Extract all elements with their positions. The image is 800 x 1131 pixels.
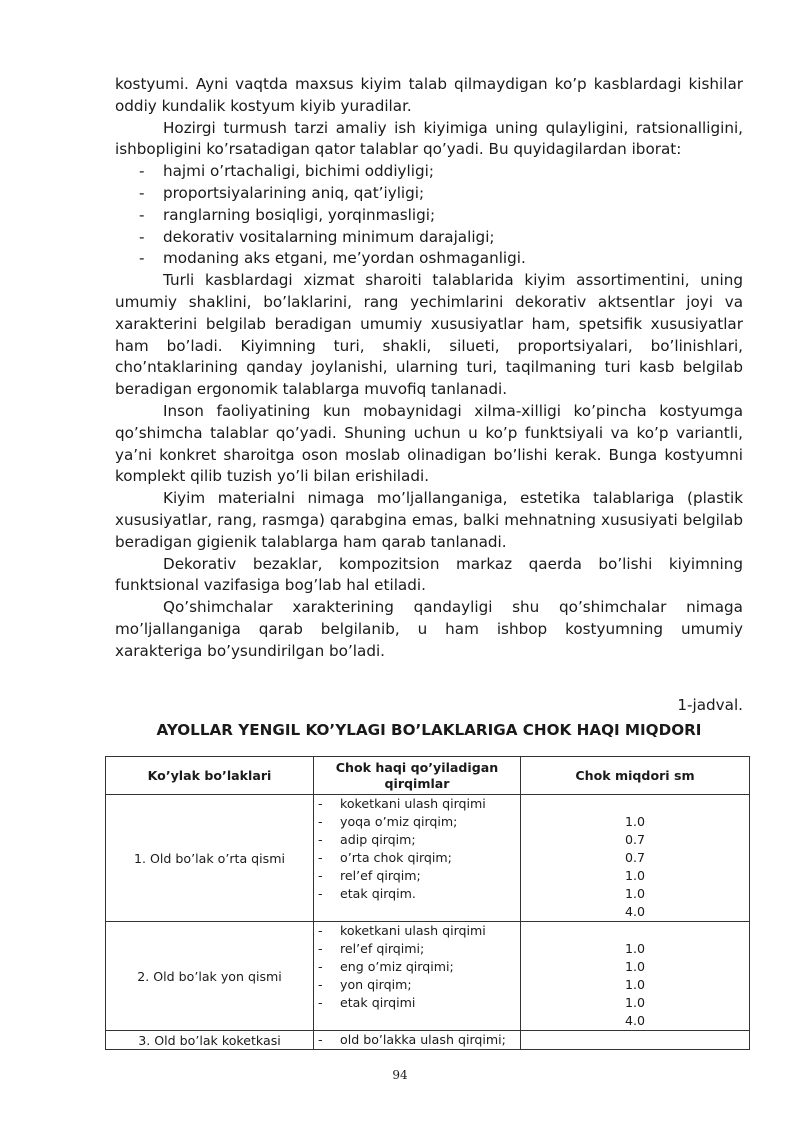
amount-value: 1.0: [624, 977, 646, 992]
list-item: - proportsiyalarining aniq, qat’iyligi;: [139, 183, 425, 202]
page-number: 94: [392, 1068, 408, 1082]
amount-value: 1.0: [624, 886, 646, 901]
amount-value: 0.7: [624, 832, 646, 847]
amount-value: 1.0: [624, 814, 646, 829]
paragraph: Qo’shimchalar xarakterining qandayligi shu qo’shimchalar nimaga mo’ljallanganiga qarab belgilanib, u ham ishbop kostyumning umumiy xarakteriga bo’ysundirilgan bo’ladi.: [115, 598, 743, 660]
table-number: 1-jadval.: [677, 695, 743, 714]
cut-item: - old bo’lakka ulash qirqimi;: [318, 1032, 506, 1047]
amount-cell: [521, 922, 750, 1031]
cut-item: - adip qirqim;: [318, 832, 416, 847]
amount-value: 1.0: [624, 941, 646, 956]
list-item: - modaning aks etgani, me’yordan oshmaganligi.: [139, 249, 526, 268]
column-header: Chok miqdori sm: [521, 757, 750, 795]
list-item: - hajmi o’rtachaligi, bichimi oddiyligi;: [139, 162, 434, 181]
cut-item: - etak qirqimi: [318, 995, 416, 1010]
cut-item: - o’rta chok qirqim;: [318, 850, 452, 865]
table-row: [106, 1031, 750, 1050]
cut-item: - koketkani ulash qirqimi: [318, 796, 486, 811]
paragraph: Dekorativ bezaklar, kompozitsion markaz qaerda bo’lishi kiyimning funktsional vazifasiga bog’lab hal etiladi.: [115, 554, 743, 595]
cut-item: - eng o’miz qirqimi;: [318, 959, 454, 974]
table-row: [106, 795, 750, 922]
cut-item: - koketkani ulash qirqimi: [318, 923, 486, 938]
column-header: Chok haqi qo’yiladigan qirqimlar: [314, 757, 521, 795]
paragraph: kostyumi. Ayni vaqtda maxsus kiyim talab qilmaydigan ko’p kasblardagi kishilar oddiy kundalik kostyum kiyib yuradilar.: [115, 75, 743, 115]
requirements-list: [115, 161, 743, 270]
amount-value: 1.0: [624, 959, 646, 974]
cut-item: - yoqa o’miz qirqim;: [318, 814, 458, 829]
list-item: - ranglarning bosiqligi, yorqinmasligi;: [139, 205, 436, 224]
cut-item: - rel’ef qirqimi;: [318, 941, 425, 956]
list-item: - dekorativ vositalarning minimum darajaligi;: [139, 227, 495, 246]
cut-item: - yon qirqim;: [318, 977, 412, 992]
cuts-cell: [314, 1031, 521, 1050]
cuts-cell: [314, 795, 521, 922]
amount-value: 0.7: [624, 850, 646, 865]
column-header: Ko’ylak bo’laklari: [106, 757, 314, 795]
part-cell: 1. Old bo’lak o’rta qismi: [106, 795, 314, 922]
cut-item: - rel’ef qirqim;: [318, 868, 421, 883]
cuts-cell: [314, 922, 521, 1031]
amount-cell: [521, 1031, 750, 1050]
paragraph: Inson faoliyatining kun mobaynidagi xilma-xilligi ko’pincha kostyumga qo’shimcha talablar qo’yadi. Shuning uchun u ko’p funktsiyali va ko’p variantli, ya’ni konkret sharoitga oson moslab olinadigan bo’lishi kerak. Bunga kostyumni komplekt qilib tuzish yo’li bilan erishiladi.: [115, 401, 743, 486]
amount-cell: [521, 795, 750, 922]
cut-item: - etak qirqim.: [318, 886, 416, 901]
paragraph: Kiyim materialni nimaga mo’ljallanganiga, estetika talablariga (plastik xususiyatlar, rang, rasmga) qarabgina emas, balki mehnatning xususiyati belgilab beradigan gigienik talablarga ham qarab tanlanadi.: [115, 489, 743, 551]
table-row: [106, 922, 750, 1031]
paragraph: Turli kasblardagi xizmat sharoiti talablarida kiyim assortimentini, uning umumiy shaklini, bo’laklarini, rang yechimlarini dekorativ aktsentlar joyi va xarakterini belgilab beradigan umumiy xususiyatlar ham, spetsifik xususiyatlar ham bo’ladi. Kiyimning turi, shakli, silueti, proportsiyalari, bo’linishlari, cho’ntaklarining qanday joylanishi, ularning turi, taqilmaning turi kasb belgilab beradigan ergonomik talablarga muvofiq tanlanadi.: [115, 271, 743, 399]
amount-value: 4.0: [624, 904, 646, 919]
amount-value: 1.0: [624, 868, 646, 883]
paragraph: Hozirgi turmush tarzi amaliy ish kiyimiga uning qulayligini, ratsionalligini, ishbopligini ko’rsatadigan qator talablar qo’yadi. Bu quyidagilardan iborat:: [115, 118, 743, 159]
part-cell: 2. Old bo’lak yon qismi: [106, 922, 314, 1031]
seam-allowance-table: [105, 756, 750, 1050]
amount-value: 1.0: [624, 995, 646, 1010]
part-cell: 3. Old bo’lak koketkasi: [106, 1031, 314, 1050]
page-body: [115, 74, 743, 741]
table-title: AYOLLAR YENGIL KO’YLAGI BO’LAKLARIGA CHOK HAQI MIQDORI: [156, 720, 702, 739]
table-header-row: [106, 757, 750, 795]
amount-value: 4.0: [624, 1013, 646, 1028]
